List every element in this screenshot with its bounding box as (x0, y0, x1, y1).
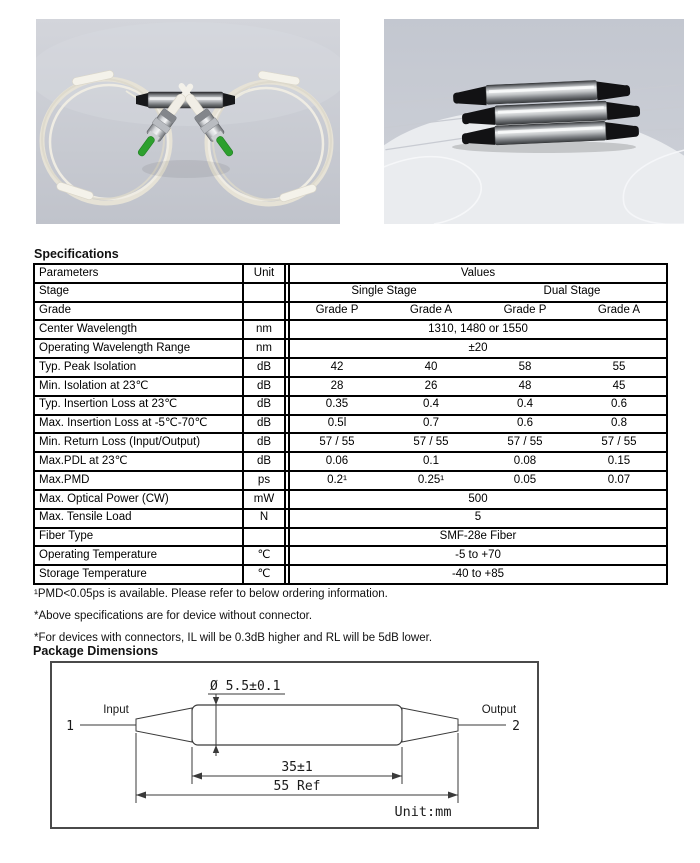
spec-values-cell (290, 416, 666, 433)
spec-row (35, 545, 666, 564)
spec-param-cell: Typ. Insertion Loss at 23℃ (35, 397, 244, 414)
spec-unit-cell: dB (244, 416, 290, 433)
spec-value: 0.05 (513, 473, 537, 486)
spec-value: 0.1 (423, 454, 439, 467)
spec-value: SMF-28e Fiber (439, 530, 517, 543)
isolator-stack-photo-graphic (384, 19, 684, 224)
spec-param-cell: Max. Tensile Load (35, 510, 244, 527)
footnote-with-connector: *For devices with connectors, IL will be 0.3dB higher and RL will be 5dB lower. (34, 632, 433, 644)
spec-value: 0.15 (607, 454, 631, 467)
spec-value: ±20 (468, 341, 488, 354)
spec-value: -5 to +70 (455, 549, 501, 562)
body-length-label: 35±1 (281, 760, 313, 775)
spec-param-cell: Max.PDL at 23℃ (35, 453, 244, 470)
spec-row (35, 470, 666, 489)
spec-param-cell: Fiber Type (35, 529, 244, 546)
spec-values-cell (290, 510, 666, 527)
port-1-label: 1 (66, 719, 74, 734)
spec-unit-cell: dB (244, 359, 290, 376)
package-dimensions-heading: Package Dimensions (33, 644, 159, 658)
spec-row (35, 319, 666, 338)
spec-row (35, 282, 666, 301)
spec-value: 0.5l (327, 417, 347, 430)
spec-row (35, 527, 666, 546)
spec-param-cell: Grade (35, 303, 244, 320)
unit-label: Unit:mm (394, 804, 452, 820)
spec-value: 0.7 (423, 417, 439, 430)
spec-unit-cell: ℃ (244, 566, 290, 583)
spec-value: Values (460, 266, 496, 279)
spec-row (35, 489, 666, 508)
spec-value: Grade A (409, 304, 453, 317)
spec-row (35, 432, 666, 451)
spec-value: 57 / 55 (507, 436, 543, 449)
spec-unit-cell (244, 529, 290, 546)
spec-param-cell: Parameters (35, 265, 244, 282)
spec-unit-cell: ℃ (244, 547, 290, 564)
port-2-label: 2 (512, 719, 520, 734)
spec-value: 57 / 55 (319, 436, 355, 449)
spec-unit-cell: ps (244, 472, 290, 489)
spec-values-cell (290, 434, 666, 451)
total-length-label: 55 Ref (273, 779, 321, 794)
spec-value: 0.8 (611, 417, 627, 430)
spec-values-cell (290, 321, 666, 338)
spec-unit-cell (244, 284, 290, 301)
footnote-pmd: ¹PMD<0.05ps is available. Please refer to below ordering information. (34, 588, 388, 600)
spec-value: 28 (330, 379, 344, 392)
spec-row (35, 338, 666, 357)
spec-param-cell: Max. Optical Power (CW) (35, 491, 244, 508)
spec-value: 0.6 (517, 417, 533, 430)
spec-value: 48 (518, 379, 532, 392)
spec-value: -40 to +85 (451, 567, 505, 580)
spec-param-cell: Max.PMD (35, 472, 244, 489)
dimension-drawing-graphic (52, 663, 537, 827)
diameter-label: Ø 5.5±0.1 (210, 679, 281, 694)
spec-unit-cell: dB (244, 434, 290, 451)
spec-param-cell: Operating Temperature (35, 547, 244, 564)
spec-value: 0.2¹ (327, 473, 347, 486)
spec-value: 500 (468, 492, 488, 505)
spec-value: Grade P (315, 304, 359, 317)
spec-row (35, 564, 666, 583)
spec-values-cell (290, 453, 666, 470)
spec-unit-cell: N (244, 510, 290, 527)
spec-value: 26 (424, 379, 438, 392)
spec-value: 45 (612, 379, 626, 392)
output-label: Output (481, 704, 517, 716)
spec-value: 57 / 55 (413, 436, 449, 449)
spec-unit-cell: dB (244, 453, 290, 470)
product-photo-left (36, 19, 340, 224)
isolator-photo-graphic (36, 19, 340, 224)
product-photo-right (384, 19, 684, 224)
spec-values-cell (290, 284, 666, 301)
spec-value: 5 (474, 511, 482, 524)
spec-value: Grade A (597, 304, 641, 317)
spec-param-cell: Min. Return Loss (Input/Output) (35, 434, 244, 451)
spec-row (35, 451, 666, 470)
spec-values-cell (290, 303, 666, 320)
spec-values-cell (290, 529, 666, 546)
spec-unit-cell: dB (244, 397, 290, 414)
spec-values-cell (290, 491, 666, 508)
spec-value: 1310, 1480 or 1550 (428, 323, 528, 336)
spec-values-cell (290, 359, 666, 376)
spec-param-cell: Center Wavelength (35, 321, 244, 338)
spec-param-cell: Operating Wavelength Range (35, 340, 244, 357)
spec-row (35, 357, 666, 376)
spec-row (35, 301, 666, 320)
spec-values-cell (290, 472, 666, 489)
spec-value: Dual Stage (543, 285, 601, 298)
spec-values-cell (290, 566, 666, 583)
spec-row (35, 508, 666, 527)
input-label: Input (103, 704, 129, 716)
spec-param-cell: Max. Insertion Loss at -5℃-70℃ (35, 416, 244, 433)
spec-values-cell (290, 265, 666, 282)
footnote-no-connector: *Above specifications are for device without connector. (34, 610, 313, 622)
spec-unit-cell: nm (244, 340, 290, 357)
spec-row (35, 395, 666, 414)
spec-param-cell: Stage (35, 284, 244, 301)
spec-unit-cell: nm (244, 321, 290, 338)
spec-value: 42 (330, 360, 344, 373)
spec-value: 0.4 (423, 398, 439, 411)
spec-value: 0.08 (513, 454, 537, 467)
spec-unit-cell: dB (244, 378, 290, 395)
spec-value: 0.06 (325, 454, 349, 467)
spec-value: 0.25¹ (417, 473, 445, 486)
spec-row (35, 376, 666, 395)
spec-value: Single Stage (351, 285, 417, 298)
spec-values-cell (290, 340, 666, 357)
spec-value: 55 (612, 360, 626, 373)
spec-unit-cell: mW (244, 491, 290, 508)
spec-param-cell: Typ. Peak Isolation (35, 359, 244, 376)
spec-value: 0.6 (611, 398, 627, 411)
spec-param-cell: Min. Isolation at 23℃ (35, 378, 244, 395)
spec-value: 57 / 55 (601, 436, 637, 449)
package-dimensions-drawing (50, 661, 539, 829)
spec-row (35, 414, 666, 433)
spec-values-cell (290, 397, 666, 414)
device-outline (80, 705, 506, 745)
spec-value: 0.35 (325, 398, 349, 411)
spec-row (35, 265, 666, 282)
spec-param-cell: Storage Temperature (35, 566, 244, 583)
spec-value: 58 (518, 360, 532, 373)
spec-unit-cell (244, 303, 290, 320)
spec-value: 40 (424, 360, 438, 373)
spec-values-cell (290, 547, 666, 564)
spec-unit-cell: Unit (244, 265, 290, 282)
spec-values-cell (290, 378, 666, 395)
spec-value: 0.07 (607, 473, 631, 486)
spec-value: Grade P (503, 304, 547, 317)
specifications-table (33, 263, 668, 585)
spec-value: 0.4 (517, 398, 533, 411)
specifications-heading: Specifications (34, 247, 119, 261)
